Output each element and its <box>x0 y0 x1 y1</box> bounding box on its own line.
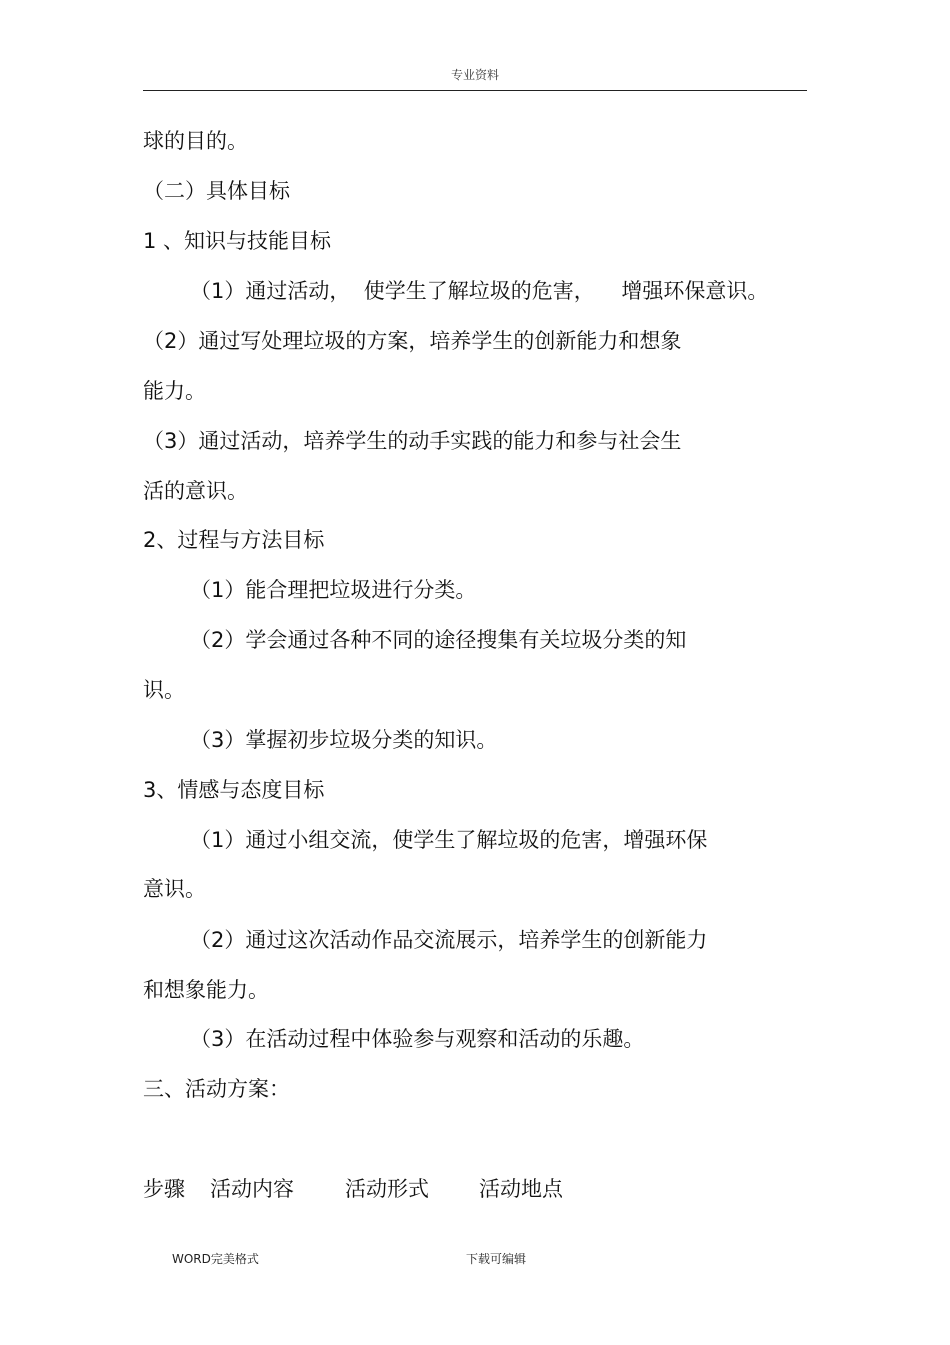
table-header-content: 活动内容 <box>210 1177 294 1201</box>
body-line: （2）通过写处理垃圾的方案，培养学生的创新能力和想象 <box>143 329 682 353</box>
body-line: （1）通过活动， 使学生了解垃圾的危害， 增强环保意识。 <box>190 279 769 303</box>
table-header-step: 步骤 <box>143 1177 185 1201</box>
body-line: （1）能合理把垃圾进行分类。 <box>190 578 477 602</box>
body-line: （二）具体目标 <box>143 179 290 203</box>
footer-right: 下载可编辑 <box>466 1252 527 1266</box>
body-line: 活的意识。 <box>143 479 248 503</box>
header-rule <box>143 90 807 91</box>
body-line: 三、活动方案： <box>143 1077 290 1101</box>
body-line: （3）在活动过程中体验参与观察和活动的乐趣。 <box>190 1027 645 1051</box>
table-header-form: 活动形式 <box>345 1177 429 1201</box>
body-line: （1）通过小组交流，使学生了解垃圾的危害，增强环保 <box>190 828 708 852</box>
body-line: （2）学会通过各种不同的途径搜集有关垃圾分类的知 <box>190 628 687 652</box>
body-line: 3、情感与态度目标 <box>143 778 325 802</box>
body-line: 识。 <box>143 678 185 702</box>
body-line: 球的目的。 <box>143 129 248 153</box>
body-line: 意识。 <box>143 877 206 901</box>
body-line: 1 、知识与技能目标 <box>143 229 332 253</box>
body-line: 和想象能力。 <box>143 978 269 1002</box>
body-line: （3）通过活动，培养学生的动手实践的能力和参与社会生 <box>143 429 682 453</box>
body-line: （3）掌握初步垃圾分类的知识。 <box>190 728 498 752</box>
page-header: 专业资料 <box>450 68 499 82</box>
body-line: 2、过程与方法目标 <box>143 528 325 552</box>
body-line: 能力。 <box>143 379 206 403</box>
table-header-place: 活动地点 <box>479 1177 563 1201</box>
body-line: （2）通过这次活动作品交流展示，培养学生的创新能力 <box>190 928 708 952</box>
footer-left: WORD完美格式 <box>172 1252 259 1266</box>
